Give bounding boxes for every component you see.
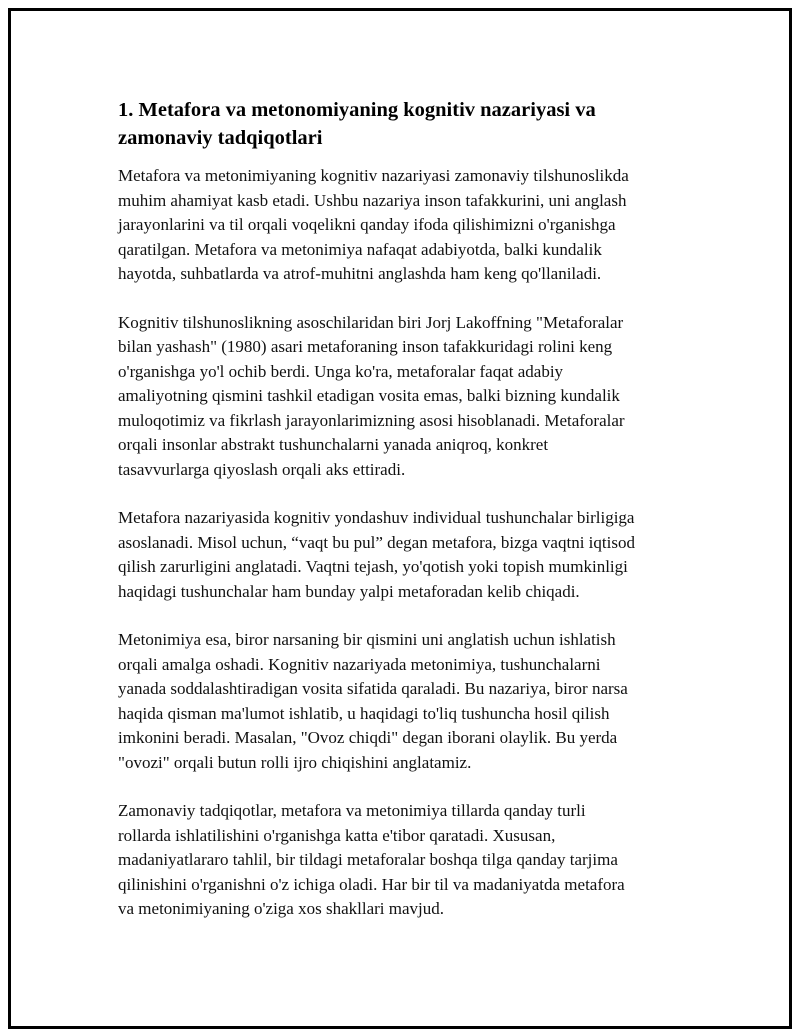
text-line: orqali amalga oshadi. Kognitiv nazariyada metonimiya, tushunchalarni [118,654,601,674]
text-line: o'rganishga yo'l ochib berdi. Unga ko'ra, metaforalar faqat adabiy [118,361,564,381]
text-line: haqidagi tushunchalar ham bunday yalpi metaforadan kelib chiqadi. [118,581,580,601]
paragraph-3 [118,506,698,604]
heading-line: zamonaviy tadqiqotlari [118,127,323,149]
text-line: asoslanadi. Misol uchun, “vaqt bu pul” degan metafora, bizga vaqtni iqtisod [118,532,635,552]
text-line: Metafora va metonimiyaning kognitiv nazariyasi zamonaviy tilshunoslikda [118,166,629,185]
text-line: jarayonlarini va til orqali voqelikni qanday ifoda qilishimizni o'rganishga [118,215,616,234]
text-line: Metafora nazariyasida kognitiv yondashuv individual tushunchalar birligiga [118,508,635,527]
text-line: orqali insonlar abstrakt tushunchalarni yanada aniqroq, konkret [118,435,549,454]
text-line: yanada soddalashtiradigan vosita sifatida qaraladi. Bu nazariya, biror narsa [118,679,628,698]
text-line: tasavvurlarga qiyoslash orqali aks ettiradi. [118,459,406,479]
section-heading [118,96,698,152]
text-line: madaniyatlararo tahlil, bir tildagi metaforalar boshqa tilga qanday tarjima [118,850,618,869]
document-body [118,96,698,946]
paragraph-4 [118,628,698,775]
text-line: muhim ahamiyat kasb etadi. Ushbu nazariya inson tafakkurini, uni anglash [118,190,627,210]
text-line: muloqotimiz va fikrlash jarayonlarimizning asosi hisoblanadi. Metaforalar [118,410,625,430]
text-line: Zamonaviy tadqiqotlar, metafora va metonimiya tillarda qanday turli [118,801,586,820]
text-line: amaliyotning qismini tashkil etadigan vosita emas, balki bizning kundalik [118,386,620,405]
text-line: qilish zarurligini anglatadi. Vaqtni tejash, yo'qotish yoki topish mumkinligi [118,557,628,576]
text-line: rollarda ishlatilishini o'rganishga katta e'tibor qaratadi. Xususan, [118,825,556,845]
text-line: imkonini beradi. Masalan, "Ovoz chiqdi" degan iborani olaylik. Bu yerda [118,728,618,747]
text-line: qilinishini o'rganishni o'z ichiga oladi. Har bir til va madaniyatda metafora [118,874,625,894]
text-line: Kognitiv tilshunoslikning asoschilaridan biri Jorj Lakoffning "Metaforalar [118,312,624,332]
paragraph-5 [118,799,698,922]
text-line: haqida qisman ma'lumot ishlatib, u haqidagi to'liq tushuncha hosil qilish [118,703,610,723]
text-line: bilan yashash" (1980) asari metaforaning inson tafakkuridagi rolini keng [118,337,613,356]
paragraph-1 [118,164,698,287]
text-line: Metonimiya esa, biror narsaning bir qismini uni anglatish uchun ishlatish [118,630,616,649]
paragraph-2 [118,311,698,483]
text-line: va metonimiyaning o'ziga xos shakllari mavjud. [118,899,444,918]
heading-line: 1. Metafora va metonomiyaning kognitiv nazariyasi va [118,99,596,121]
text-line: "ovozi" orqali butun rolli ijro chiqishini anglatamiz. [118,752,472,772]
text-line: qaratilgan. Metafora va metonimiya nafaqat adabiyotda, balki kundalik [118,239,602,259]
text-line: hayotda, suhbatlarda va atrof-muhitni anglashda ham keng qo'llaniladi. [118,264,602,283]
